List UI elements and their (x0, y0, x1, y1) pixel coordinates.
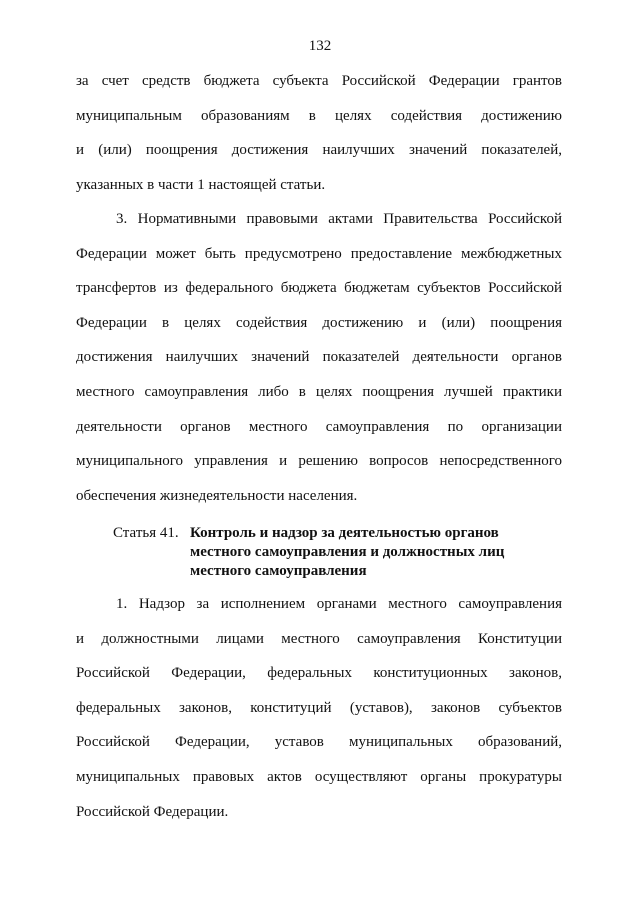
text-line: муниципальных правовых актов осуществляют органы прокуратуры (76, 768, 562, 785)
text-line: указанных в части 1 настоящей статьи. (76, 176, 326, 193)
text-line: за счет средств бюджета субъекта Российской Федерации грантов (76, 73, 562, 89)
article-title (190, 524, 504, 581)
text-line: 3. Нормативными правовыми актами Правительства Российской (116, 211, 562, 227)
article-title-line: Контроль и надзор за деятельностью органов (190, 525, 499, 541)
article-title-line: местного самоуправления и должностных лиц (190, 544, 505, 560)
text-line: деятельности органов местного самоуправления по организации (76, 418, 562, 435)
text-line: обеспечения жизнедеятельности населения. (76, 487, 358, 504)
text-line: Федерации может быть предусмотрено предоставление межбюджетных (76, 245, 562, 262)
text-line: и должностными лицами местного самоуправления Конституции (76, 630, 562, 647)
text-line: Российской Федерации, федеральных конституционных законов, (76, 665, 562, 682)
text-line: 1. Надзор за исполнением органами местного самоуправления (116, 596, 562, 612)
text-line: федеральных законов, конституций (уставов), законов субъектов (76, 699, 562, 716)
article-title-line: местного самоуправления (190, 563, 367, 579)
intro-paragraph (76, 64, 562, 202)
paragraph-1 (76, 587, 562, 829)
text-line: Российской Федерации. (76, 803, 229, 820)
article-label: Статья 41. (113, 525, 179, 541)
text-line: трансфертов из федерального бюджета бюджетам субъектов Российской (76, 280, 562, 297)
text-line: и (или) поощрения достижения наилучших значений показателей, (76, 142, 562, 159)
text-line: муниципального управления и решению вопросов непосредственного (76, 453, 562, 470)
paragraph-3 (76, 202, 562, 513)
text-line: достижения наилучших значений показателей деятельности органов (76, 349, 562, 366)
text-line: Российской Федерации, уставов муниципальных образований, (76, 734, 562, 751)
text-line: Федерации в целях содействия достижению и (или) поощрения (76, 314, 562, 331)
page-number: 132 (308, 38, 332, 54)
text-line: муниципальным образованиям в целях содействия достижению (76, 107, 562, 124)
text-line: местного самоуправления либо в целях поощрения лучшей практики (76, 383, 562, 400)
